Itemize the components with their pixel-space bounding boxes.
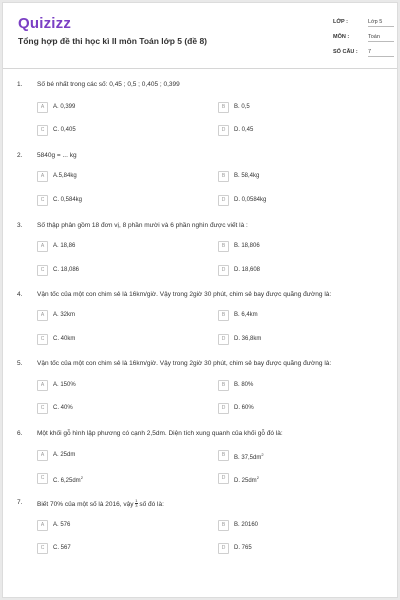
option-letter-box: A [37, 171, 48, 182]
option-text: D. 0,45 [234, 127, 254, 133]
option-text: D. 765 [234, 545, 252, 551]
question-number: 3. [17, 222, 23, 229]
option-text: C. 40% [53, 405, 73, 411]
option-letter-box: B [218, 310, 229, 321]
option-text: D. 18,608 [234, 267, 261, 273]
option-letter-box: A [37, 450, 48, 461]
question-text: Vận tốc của một con chim sẻ là 16km/giờ. Vậy trong 2giờ 30 phút, chim sẻ bay được quãng đường là: [37, 360, 332, 367]
option-letter-box: D [218, 125, 229, 136]
option-letter-box: D [218, 334, 229, 345]
option-letter-box: B [218, 241, 229, 252]
option-letter-box: A [37, 102, 48, 113]
option-letter-box: C [37, 125, 48, 136]
question-text: Vận tốc của một con chim sẻ là 16km/giờ. Vậy trong 2giờ 30 phút, chim sẻ bay được quãng đường là: [37, 291, 332, 298]
option-letter-box: C [37, 195, 48, 206]
question-number: 1. [17, 81, 23, 88]
option-text: C. 0,584kg [53, 197, 83, 203]
option-letter-box: A [37, 241, 48, 252]
fraction [135, 499, 137, 508]
worksheet-title: Tổng hợp đề thi học kì II môn Toán lớp 5 (đề 8) [18, 36, 208, 46]
question-number: 2. [17, 152, 23, 159]
option-text: C. 40km [53, 336, 76, 342]
option-letter-box: D [218, 403, 229, 414]
question-text [37, 499, 164, 508]
question-number: 6. [17, 430, 23, 437]
option-superscript: 2 [80, 475, 83, 480]
option-letter-box: B [218, 450, 229, 461]
option-text: B. 6,4km [234, 312, 258, 318]
option-text: A. 32km [53, 312, 76, 318]
question-number: 7. [17, 499, 23, 506]
option-text: A.5,84kg [53, 173, 77, 179]
fraction-denominator: 3 [135, 503, 138, 508]
question-number: 5. [17, 360, 23, 367]
grade-value: Lớp 5 [368, 19, 394, 27]
option-text: C. 0,405 [53, 127, 76, 133]
option-superscript: 2 [256, 475, 259, 480]
option-text: B. 37,5dm [234, 455, 262, 461]
option-text: D. 36,8km [234, 336, 262, 342]
option-text: C. 18,086 [53, 267, 80, 273]
option-text: B. 58,4kg [234, 173, 260, 179]
question-count-value: 7 [368, 49, 394, 57]
option-text: D. 25dm [234, 478, 257, 484]
question-number: 4. [17, 291, 23, 298]
question-count-label: SỐ CÂU : [333, 49, 358, 55]
option-text: B. 80% [234, 382, 254, 388]
question-text: Số bé nhất trong các số: 0,45 ; 0,5 ; 0,405 ; 0,399 [37, 81, 180, 88]
option-letter-box: B [218, 171, 229, 182]
question-text-after: số đó là: [139, 501, 164, 508]
option-text: A. 576 [53, 522, 71, 528]
subject-value: Toán [368, 34, 394, 42]
option-letter-box: B [218, 520, 229, 531]
option-text: C. 567 [53, 545, 71, 551]
worksheet-header [3, 3, 397, 69]
question-text: 5840g = ... kg [37, 152, 77, 159]
option-letter-box: A [37, 380, 48, 391]
option-letter-box: C [37, 265, 48, 276]
option-letter-box: B [218, 102, 229, 113]
option-text: A. 0,399 [53, 104, 76, 110]
option-text: C. 6,25dm [53, 478, 81, 484]
quizizz-logo: Quizizz [18, 15, 72, 32]
option-text: A. 18,86 [53, 243, 76, 249]
option-text: A. 150% [53, 382, 76, 388]
option-text: B. 18,806 [234, 243, 260, 249]
option-letter-box: C [37, 403, 48, 414]
worksheet-page [2, 2, 398, 598]
question-text: Một khối gỗ hình lập phương có cạnh 2,5dm. Diện tích xung quanh của khối gỗ đó là: [37, 430, 283, 437]
question-text-before: Biết 70% của một số là 2016, vậy [37, 501, 134, 508]
option-text: D. 0,0584kg [234, 197, 267, 203]
option-letter-box: C [37, 543, 48, 554]
option-text: B. 0,5 [234, 104, 250, 110]
option-text: A. 25dm [53, 452, 76, 458]
grade-label: LỚP : [333, 19, 348, 25]
option-letter-box: A [37, 520, 48, 531]
question-text: Số thập phân gồm 18 đơn vị, 8 phần mười và 6 phần nghìn được viết là : [37, 222, 248, 229]
option-letter-box: D [218, 543, 229, 554]
option-superscript: 2 [261, 452, 264, 457]
option-letter-box: B [218, 380, 229, 391]
option-letter-box: C [37, 334, 48, 345]
option-letter-box: D [218, 473, 229, 484]
option-letter-box: A [37, 310, 48, 321]
option-letter-box: D [218, 195, 229, 206]
subject-label: MÔN : [333, 34, 350, 40]
option-letter-box: D [218, 265, 229, 276]
option-letter-box: C [37, 473, 48, 484]
fraction-numerator: 1 [135, 498, 138, 503]
option-text: B. 20160 [234, 522, 259, 528]
option-text: D. 60% [234, 405, 254, 411]
